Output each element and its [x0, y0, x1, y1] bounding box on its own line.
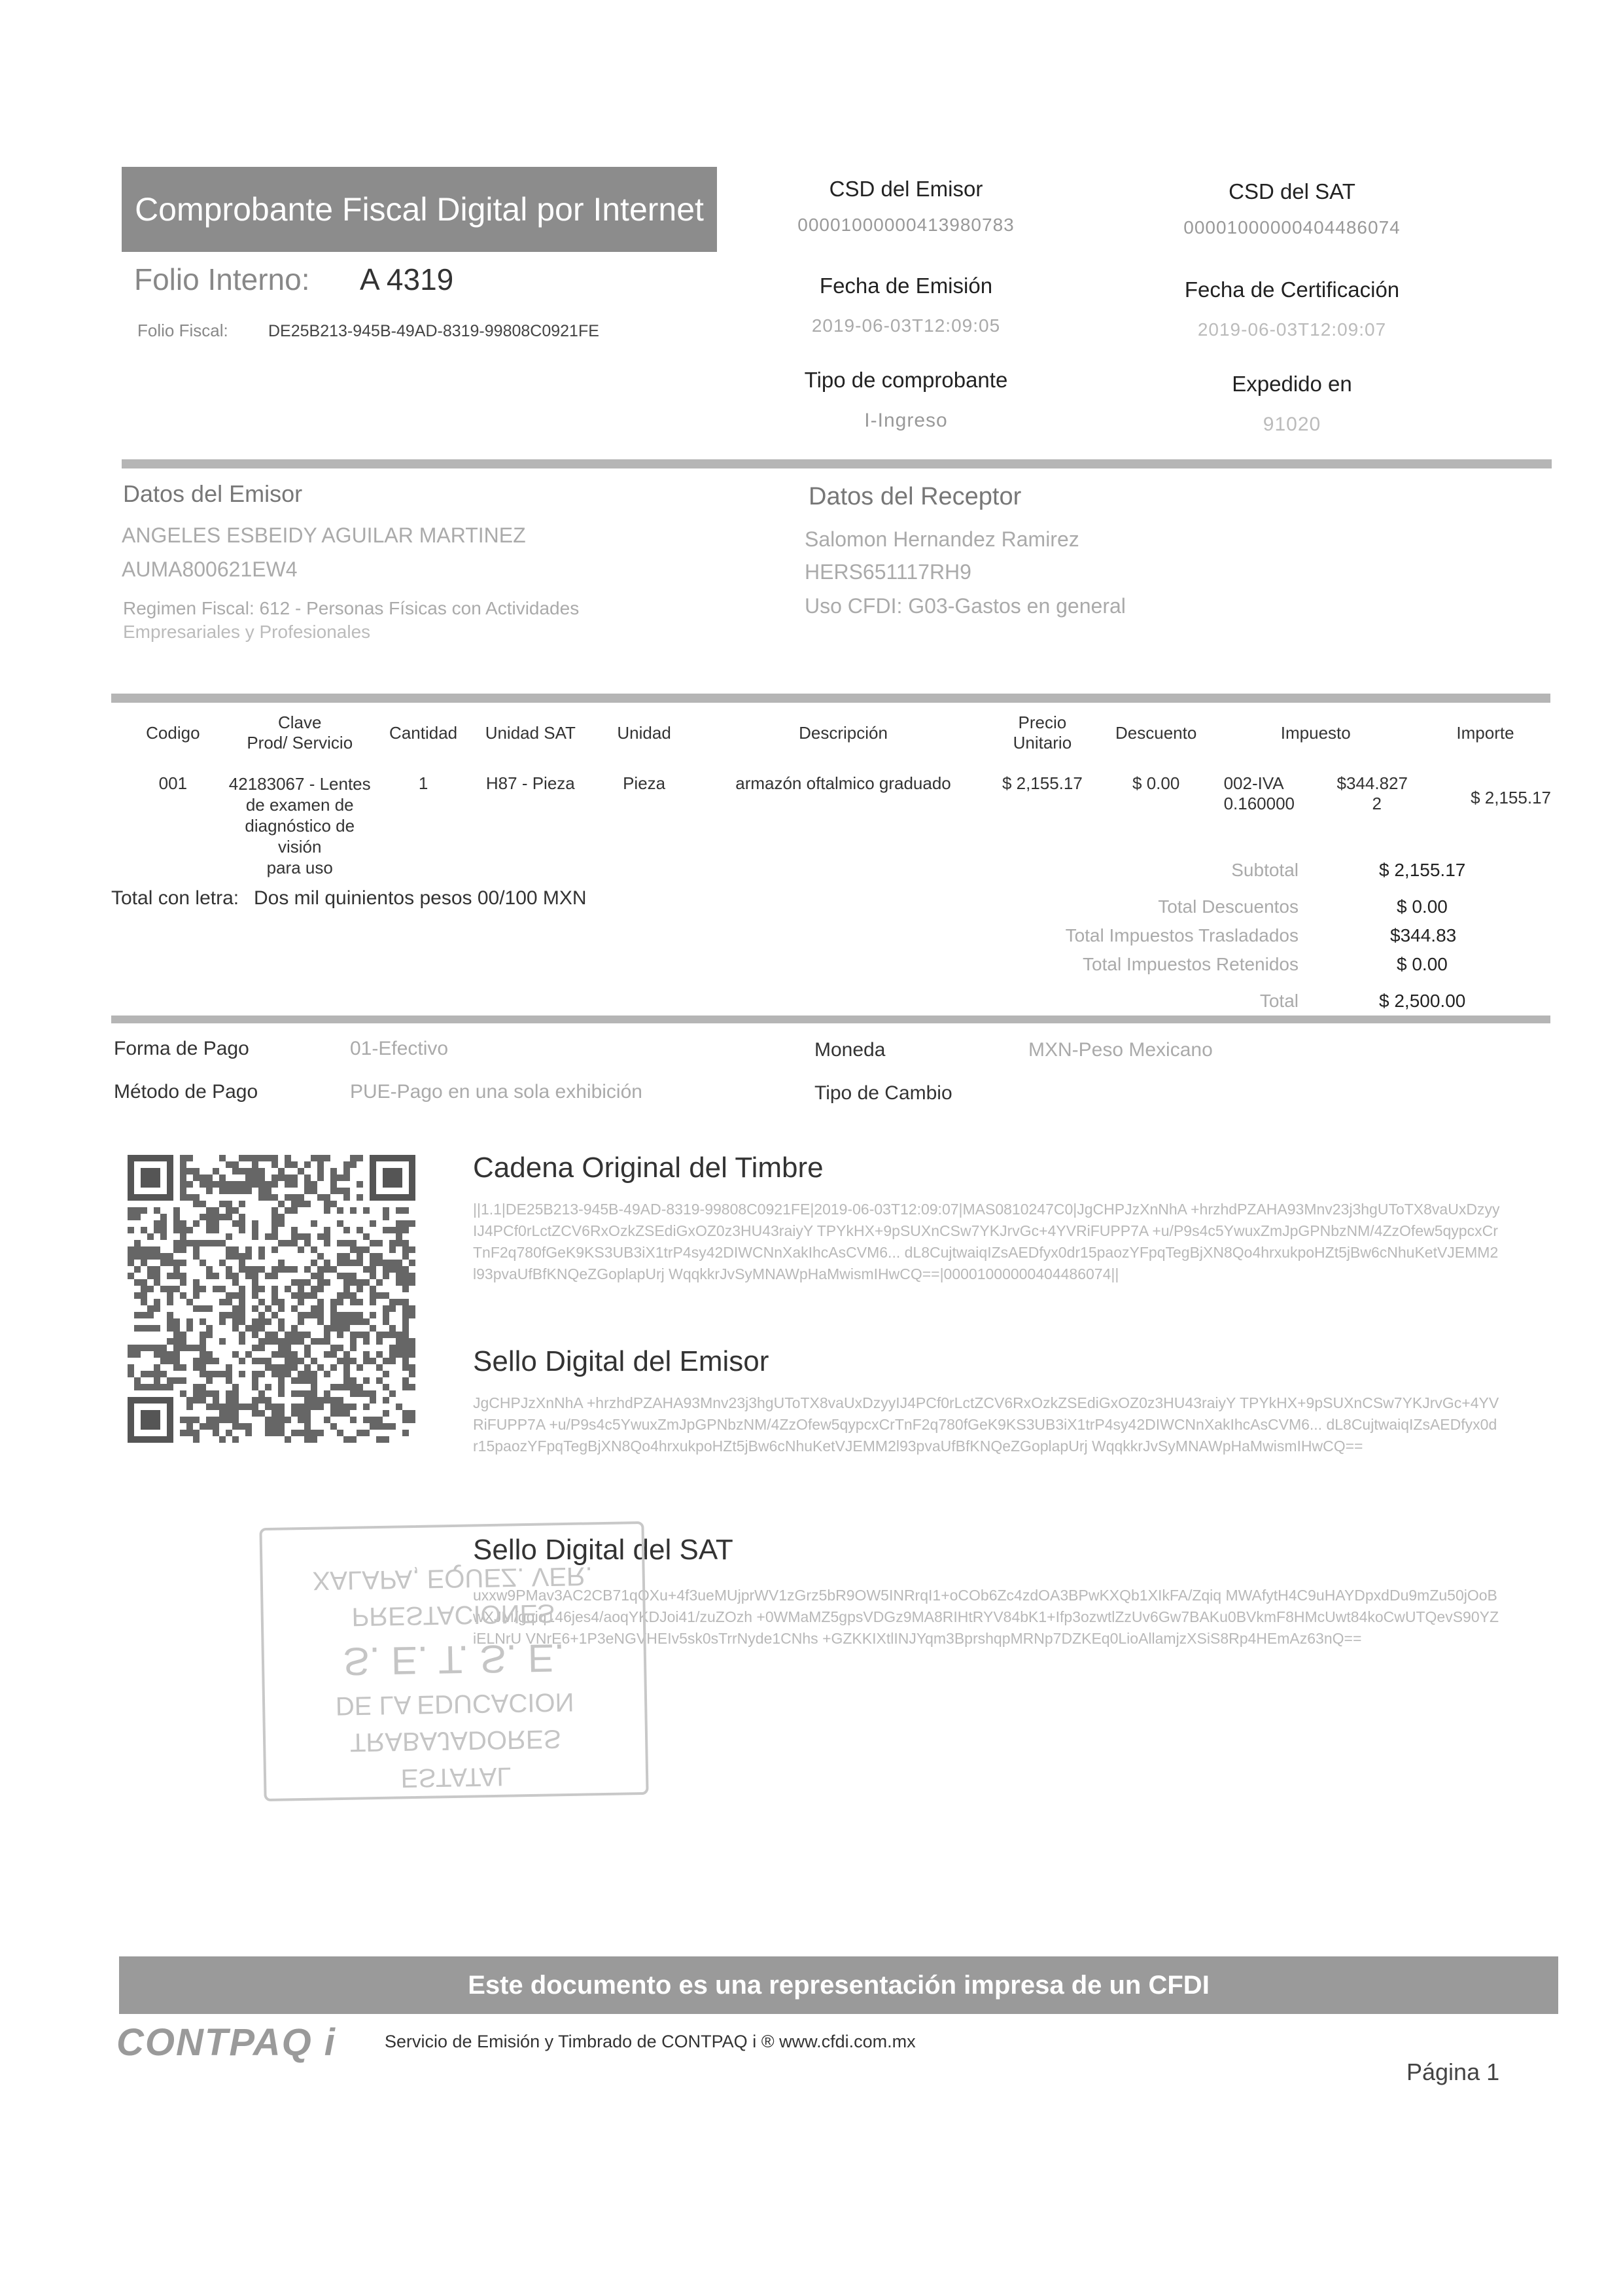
cell-clave — [225, 759, 375, 878]
col-unidad: Unidad — [617, 722, 671, 743]
csd-sat-label: CSD del SAT — [1229, 179, 1355, 203]
total-label: Total — [1259, 991, 1299, 1011]
contpaq-logo: CONTPAQ i — [116, 2021, 336, 2064]
table-header-row — [121, 707, 1554, 759]
trasladados-value: $344.83 — [1390, 925, 1457, 945]
table-row — [121, 759, 1554, 878]
cell-clave-2: de examen de — [245, 795, 354, 815]
col-precio-line2: Unitario — [1013, 733, 1072, 752]
stamp-seal — [259, 1521, 648, 1801]
stamp-line: ESTATAL — [400, 1761, 512, 1793]
col-clave-line1: Clave — [277, 713, 322, 732]
emisor-name: ANGELES ESBEIDY AGUILAR MARTINEZ — [122, 523, 526, 547]
moneda-value: MXN-Peso Mexicano — [1028, 1039, 1213, 1061]
cell-precio: $ 2,155.17 — [1002, 773, 1083, 793]
moneda-label: Moneda — [814, 1039, 886, 1061]
fecha-certificacion-value: 2019-06-03T12:09:07 — [1197, 319, 1387, 340]
impuesto-monto-cont: 2 — [1372, 794, 1382, 813]
emisor-heading: Datos del Emisor — [123, 480, 303, 507]
col-codigo: Codigo — [146, 722, 200, 743]
csd-sat-value: 00001000000404486074 — [1183, 217, 1401, 238]
col-precio — [987, 707, 1098, 759]
folio-fiscal-label: Folio Fiscal: — [137, 321, 228, 340]
forma-pago-label: Forma de Pago — [114, 1038, 249, 1059]
metodo-pago-value: PUE-Pago en una sola exhibición — [350, 1081, 642, 1103]
expedido-en-value: 91020 — [1263, 414, 1321, 435]
cell-clave-4: para uso — [266, 858, 333, 877]
receptor-uso-cfdi: Uso CFDI: G03-Gastos en general — [805, 594, 1126, 618]
receptor-heading: Datos del Receptor — [809, 483, 1022, 510]
col-clave-line2: Prod/ Servicio — [247, 733, 353, 752]
trasladados-label: Total Impuestos Trasladados — [1065, 925, 1299, 945]
footer-banner: Este documento es una representación impresa de un CFDI — [119, 1956, 1558, 2014]
emisor-rfc: AUMA800621EW4 — [122, 557, 298, 581]
items-table — [121, 707, 1554, 878]
receptor-rfc: HERS651117RH9 — [805, 560, 971, 584]
cell-unidad: Pieza — [623, 773, 666, 793]
page-number: Página 1 — [1406, 2058, 1500, 2085]
receptor-name: Salomon Hernandez Ramirez — [805, 527, 1079, 551]
items-divider — [111, 694, 1550, 703]
subtotal-label: Subtotal — [1231, 860, 1299, 880]
folio-fiscal-value: DE25B213-945B-49AD-8319-99808C0921FE — [268, 322, 599, 340]
qr-code-icon — [128, 1155, 415, 1443]
impuesto-monto: $344.827 — [1336, 773, 1408, 793]
expedido-en-label: Expedido en — [1232, 372, 1352, 396]
sello-sat-text: uxxw9PMav3AC2CB71qOXu+4f3ueMUjprWV1zGrz5bR9OW5INRrqI1+oCOb6Zc4zdOA3BPwKXQb1XIkFA/Zqiq MWAfytH4C9uHAYDpxdDu9mZu50jOoBwXJM/gqiq146jes4/aoqYKDJoi41/zuZOzh +0WMaMZ5gpsVDGz9MA8RIHtRYV84bK1+Ifp3ozwtlZzUv6Gw7BAKu0BVkmF8HMcUwt84koCwUTQevS90YZiELNrU VNrE6+1P3eNGVHEIv5sk0sTrrNyde1CNhs +GZKKIXtlINJYqm3BprshqpMRNp7DZKEq0LioAllamjzXSiS8Rp4HEmAz63nQ== — [473, 1587, 1499, 1647]
sello-emisor-heading: Sello Digital del Emisor — [473, 1345, 769, 1377]
folio-interno-value: A 4319 — [360, 262, 454, 296]
csd-emisor-value: 00001000000413980783 — [797, 215, 1015, 235]
csd-emisor — [759, 177, 1053, 236]
stamp-line: TRABAJADORES — [349, 1724, 561, 1757]
retenidos-label: Total Impuestos Retenidos — [1083, 954, 1299, 974]
tipo-comprobante-value: I-Ingreso — [864, 410, 948, 431]
fecha-emision-label: Fecha de Emisión — [819, 274, 993, 298]
col-impuesto: Impuesto — [1280, 722, 1351, 743]
cell-codigo: 001 — [158, 773, 188, 793]
emisor-regimen-2: Empresariales y Profesionales — [123, 622, 371, 642]
folio-interno-label: Folio Interno: — [134, 262, 310, 296]
metodo-pago-label: Método de Pago — [114, 1081, 258, 1103]
col-descripcion: Descripción — [799, 722, 888, 743]
col-precio-line1: Precio — [1018, 713, 1067, 732]
cadena-heading: Cadena Original del Timbre — [473, 1152, 824, 1184]
impuesto-tasa: 0.160000 — [1223, 794, 1295, 813]
cell-clave-1: 42183067 - Lentes — [228, 774, 371, 794]
col-descuento: Descuento — [1115, 722, 1197, 743]
cell-importe: $ 2,155.17 — [1471, 788, 1551, 807]
sello-emisor-text: JgCHPJzXnNhA +hrzhdPZAHA93Mnv23j3hgUToTX8vaUxDzyyIJ4PCf0rLctZCV6RxOzkZSEdiGxOZ0z3HU43raiyY TPYkHX+9pSUXnCSw7YKJrvGc+4YVRiFUPP7A +u/P9s4c5YwuxZmJpGPNbzNM/4ZzOfew5qypcxCrTnF2q780fGeK9KS3UB3iX1trP4sy42DIWCNnXakIhcAsCVM6... dL8CujtwaiqIZsAEDfyx0dr15paozYFpqTegBjXN8Qo4hrxukpoHZt5jBw6cNhuKetVJEMM2l93pvaUfBfKNQeZGoplapUrj WqqkkrJvSyMNAWpHaMwismIHwCQ== — [473, 1394, 1499, 1455]
totals-divider — [111, 1016, 1550, 1023]
stamp-line: S. E. T. S. E. — [342, 1636, 566, 1684]
impuesto-tipo: 002-IVA — [1223, 773, 1284, 793]
col-cantidad: Cantidad — [389, 722, 458, 743]
cell-descuento: $ 0.00 — [1132, 773, 1180, 793]
sello-sat-heading: Sello Digital del SAT — [473, 1534, 733, 1566]
fecha-emision — [759, 274, 1053, 336]
impuesto-line1 — [1217, 773, 1414, 794]
cell-descripcion: armazón oftalmico graduado — [735, 773, 951, 793]
emisor-regimen-1: Regimen Fiscal: 612 - Personas Físicas con Actividades — [123, 598, 580, 618]
tipo-comprobante — [759, 368, 1053, 432]
cell-unidad-sat: H87 - Pieza — [485, 773, 575, 793]
col-unidad-sat: Unidad SAT — [485, 722, 576, 743]
descuentos-value: $ 0.00 — [1397, 896, 1448, 917]
cell-cantidad: 1 — [418, 773, 428, 793]
tipo-comprobante-label: Tipo de comprobante — [804, 368, 1008, 392]
fecha-certificacion — [1145, 277, 1439, 340]
subtotal-value: $ 2,155.17 — [1379, 860, 1466, 880]
header-divider — [122, 459, 1552, 468]
fecha-certificacion-label: Fecha de Certificación — [1184, 277, 1400, 302]
cadena-text: ||1.1|DE25B213-945B-49AD-8319-99808C0921FE|2019-06-03T12:09:07|MAS0810247C0|JgCHPJzXnNhA +hrzhdPZAHA93Mnv23j3hgUToTX8vaUxDzyyIJ4PCf0rLctZCV6RxOzkZSEdiGxOZ0z3HU43raiyY TPYkHX+9pSUXnCSw7YKJrvGc+4YVRiFUPP7A +u/P9s4c5YwuxZmJpGPNbzNM/4ZzOfew5qypcxCrTnF2q780fGeK9KS3UB3iX1trP4sy42DIWCNnXakIhcAsCVM6... dL8CujtwaiqIZsAEDfyx0dr15paozYFpqTegBjXN8Qo4hrxukpoHZt5jBw6cNhuKetVJEMM2l93pvaUfBfKNQeZGoplapUrj WqqkkrJvSyMNAWpHaMwismIHwCQ==|00001000000404486074|| — [473, 1201, 1500, 1282]
document-title: Comprobante Fiscal Digital por Internet — [122, 167, 717, 252]
stamp-line: XALAPA, EQUEZ. VER. — [312, 1561, 593, 1595]
col-clave — [225, 707, 375, 759]
csd-sat — [1145, 179, 1439, 238]
fecha-emision-value: 2019-06-03T12:09:05 — [811, 315, 1001, 336]
forma-pago-value: 01-Efectivo — [350, 1038, 449, 1059]
total-letra-label: Total con letra: — [111, 887, 239, 909]
impuesto-line2 — [1217, 794, 1414, 814]
expedido-en — [1145, 372, 1439, 436]
footer-service-text: Servicio de Emisión y Timbrado de CONTPAQ i ® www.cfdi.com.mx — [385, 2032, 916, 2051]
col-importe: Importe — [1456, 722, 1514, 743]
total-value: $ 2,500.00 — [1379, 991, 1466, 1011]
tipo-cambio-label: Tipo de Cambio — [814, 1082, 952, 1104]
cell-clave-3: diagnóstico de visión — [245, 816, 355, 857]
csd-emisor-label: CSD del Emisor — [829, 177, 983, 201]
descuentos-label: Total Descuentos — [1158, 896, 1299, 917]
stamp-line: DE LA EDUCACION — [335, 1687, 574, 1721]
total-letra-value: Dos mil quinientos pesos 00/100 MXN — [254, 887, 587, 909]
retenidos-value: $ 0.00 — [1397, 954, 1448, 974]
stamp-line: PRESTACIONES — [351, 1598, 555, 1631]
